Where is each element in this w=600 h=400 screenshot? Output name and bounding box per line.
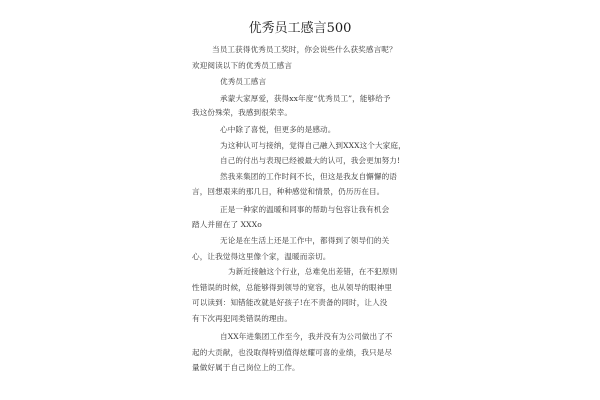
- paragraph-line: 承蒙大家厚爱，获得xx年度“优秀员工”，能够给予: [220, 94, 391, 103]
- paragraph-line: 为这种认可与接纳，觉得自己融入到XXX这个大家庭，: [220, 141, 406, 150]
- paragraph-line: 言，回想艰来的那几日，种种感觉和情景，仍历历在目。: [192, 187, 385, 196]
- paragraph-line: 起的大贡献，也没取得特别值得炫耀可喜的业绩，我只是尽: [192, 348, 393, 357]
- paragraph-line: 无论是在生活上还是工作中，都得到了领导们的关: [220, 236, 390, 245]
- paragraph-line: 我这份殊荣，我感到很荣幸。: [192, 108, 293, 117]
- paragraph-line: 量做好属于自己岗位上的工作。: [192, 363, 300, 372]
- intro-question: 当员工获得优秀员工奖时，你会说些什么获奖感言呢？: [212, 45, 397, 54]
- paragraph-line: 为新近接触这个行业，总难免出差错，在不犯原则: [228, 267, 398, 276]
- paragraph-line: 性错误的时候，总能够得到领导的宽容，也从领导的眼神里: [192, 283, 393, 292]
- paragraph-line: 正是一种家的温暖和同事的帮助与包容让我有机会: [220, 205, 390, 214]
- paragraph-line: 踏人并留在了 XXXo: [192, 220, 262, 229]
- paragraph-line: 可以读到：知错能改就是好孩子!在不责备的同时，让人没: [192, 298, 388, 307]
- paragraph-line: 自己的付出与表现已经被最大的认可，我会更加努力!: [220, 156, 401, 165]
- paragraph-line: 有下次再犯同类错误的理由。: [192, 314, 293, 323]
- paragraph-line: 然我来集团的工作时间不长，但这是我友自懈懈的语: [220, 172, 397, 181]
- intro-invitation: 欢迎阅读以下的优秀员工感言: [192, 61, 293, 70]
- section-heading: 优秀员工感言: [220, 77, 267, 86]
- document-title: 优秀员工感言500: [248, 21, 352, 36]
- paragraph-line: 自XX年进集团工作至今，我并没有为公司做出了不: [220, 332, 393, 341]
- paragraph-line: 心，让我觉得这里像个家，温暖而亲切。: [192, 252, 331, 261]
- paragraph-line: 心中除了喜悦，但更多的是感动。: [220, 125, 336, 134]
